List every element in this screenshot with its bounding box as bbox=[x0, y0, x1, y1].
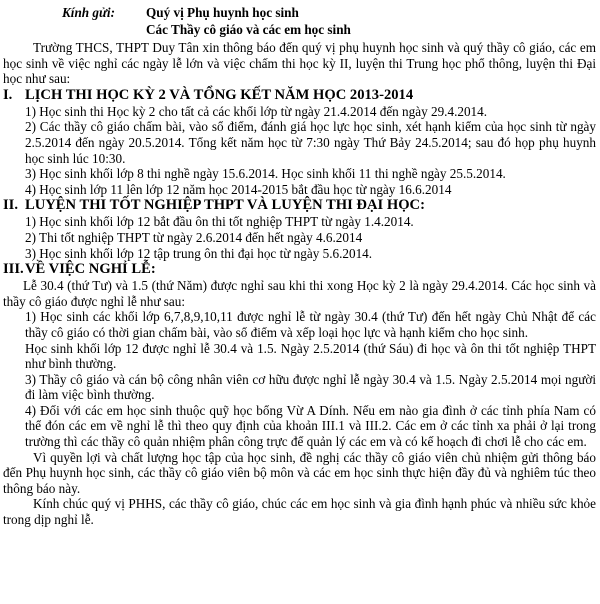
section-title: VỀ VIỆC NGHỈ LỄ: bbox=[25, 261, 156, 278]
section-title: LUYỆN THI TỐT NGHIỆP THPT VÀ LUYỆN THI ĐẠI HỌC: bbox=[25, 197, 425, 214]
list-item: 1) Học sinh thi Học kỳ 2 cho tất cả các khối lớp từ ngày 21.4.2014 đến ngày 29.4.2014. bbox=[25, 103, 488, 119]
recipient-teachers: Các Thầy cô giáo và các em học sinh bbox=[146, 22, 351, 37]
list-item: 3) Thầy cô giáo và cán bộ công nhân viên cơ hữu được nghỉ lễ ngày 30.4 và 1.5. Ngày 2.5.2014 mọi người đi làm việc bình thường. bbox=[25, 371, 596, 403]
list-item: Học sinh khối lớp 12 được nghỉ lễ 30.4 và 1.5. Ngày 2.5.2014 (thứ Sáu) đi học và ôn thi tốt nghiệp THPT như bình thường. bbox=[25, 340, 596, 372]
list-item: 2) Các thầy cô giáo chấm bài, vào sổ điểm, đánh giá học lực học sinh, xét hạnh kiểm của học sinh từ ngày 2.5.2014 đến ngày 20.5.2014. Tổng kết năm học từ 7:30 ngày Thứ Bảy 24.5.2014; sau đó họp phụ huynh học sinh lúc 10:30. bbox=[25, 119, 596, 166]
salutation-row-2 bbox=[62, 22, 351, 38]
notice-body bbox=[3, 40, 596, 528]
intro-paragraph: Trường THCS, THPT Duy Tân xin thông báo đến quý vị phụ huynh học sinh và quý thầy cô giáo, các em học sinh về việc nghỉ các ngày lễ lớn và việc chấm thi học kỳ II, luyện thi Trung học phổ thông, luyện thi Đại học như sau: bbox=[3, 40, 596, 87]
list-item: 2) Thi tốt nghiệp THPT từ ngày 2.6.2014 đến hết ngày 4.6.2014 bbox=[25, 229, 363, 245]
list-item: 3) Học sinh khối lớp 12 tập trung ôn thi đại học từ ngày 5.6.2014. bbox=[25, 245, 373, 261]
section-number: III. bbox=[3, 261, 24, 278]
section-heading bbox=[3, 197, 596, 214]
salutation-label: Kính gửi: bbox=[62, 5, 115, 20]
closing-paragraph: Vì quyền lợi và chất lượng học tập của học sinh, đề nghị các thầy cô giáo viên chủ nhiệm gửi thông báo đến Phụ huynh học sinh, các thầy cô giáo viên bộ môn và các em học sinh thực hiện đầy đủ và nghiêm túc theo thông báo này. bbox=[3, 449, 596, 496]
list-item: 1) Học sinh các khối lớp 6,7,8,9,10,11 được nghỉ lễ từ ngày 30.4 (thứ Tư) đến hết ngày Chủ Nhật để các thầy cô giáo có thời gian chấm bài, vào sổ điểm và xếp loại học lực và hạnh kiểm cho học sinh. bbox=[25, 309, 596, 340]
section-title: LỊCH THI HỌC KỲ 2 VÀ TỔNG KẾT NĂM HỌC 2013-2014 bbox=[25, 86, 414, 103]
list-item: 3) Học sinh khối lớp 8 thi nghề ngày 15.6.2014. Học sinh khối 11 thi nghề ngày 25.5.2014. bbox=[25, 166, 506, 182]
section-heading bbox=[3, 87, 596, 104]
section-lead-paragraph: Lễ 30.4 (thứ Tư) và 1.5 (thứ Năm) được nghỉ sau khi thi xong Học kỳ 2 là ngày 29.4.2014. Các học sinh và thầy cô giáo được nghỉ lễ như sau: bbox=[3, 278, 596, 309]
section-number: I. bbox=[3, 86, 13, 103]
section-number: II. bbox=[3, 197, 19, 214]
list-item: 4) Đối với các em học sinh thuộc quỹ học bổng Vừ A Dính. Nếu em nào gia đình ở các tỉnh phía Nam có thể đón các em về nghỉ lễ thì theo quy định của khoản III.1 và III.2. Các em ở các tỉnh xa phải ở lại trong trường thì các thầy cô quản nhiệm phân công trực để quản lý các em và có kế hoạch đi chơi lễ cho các em. bbox=[25, 402, 596, 450]
salutation-row bbox=[62, 5, 299, 21]
section-heading bbox=[3, 261, 596, 278]
recipient-parents: Quý vị Phụ huynh học sinh bbox=[146, 5, 299, 20]
list-item: 4) Học sinh lớp 11 lên lớp 12 năm học 2014-2015 bắt đầu học từ ngày 16.6.2014 bbox=[25, 181, 452, 197]
closing-wishes: Kính chúc quý vị PHHS, các thầy cô giáo, chúc các em học sinh và gia đình hạnh phúc và nhiều sức khỏe trong dịp nghỉ lễ. bbox=[3, 496, 596, 528]
list-item: 1) Học sinh khối lớp 12 bắt đầu ôn thi tốt nghiệp THPT từ ngày 1.4.2014. bbox=[25, 214, 414, 230]
